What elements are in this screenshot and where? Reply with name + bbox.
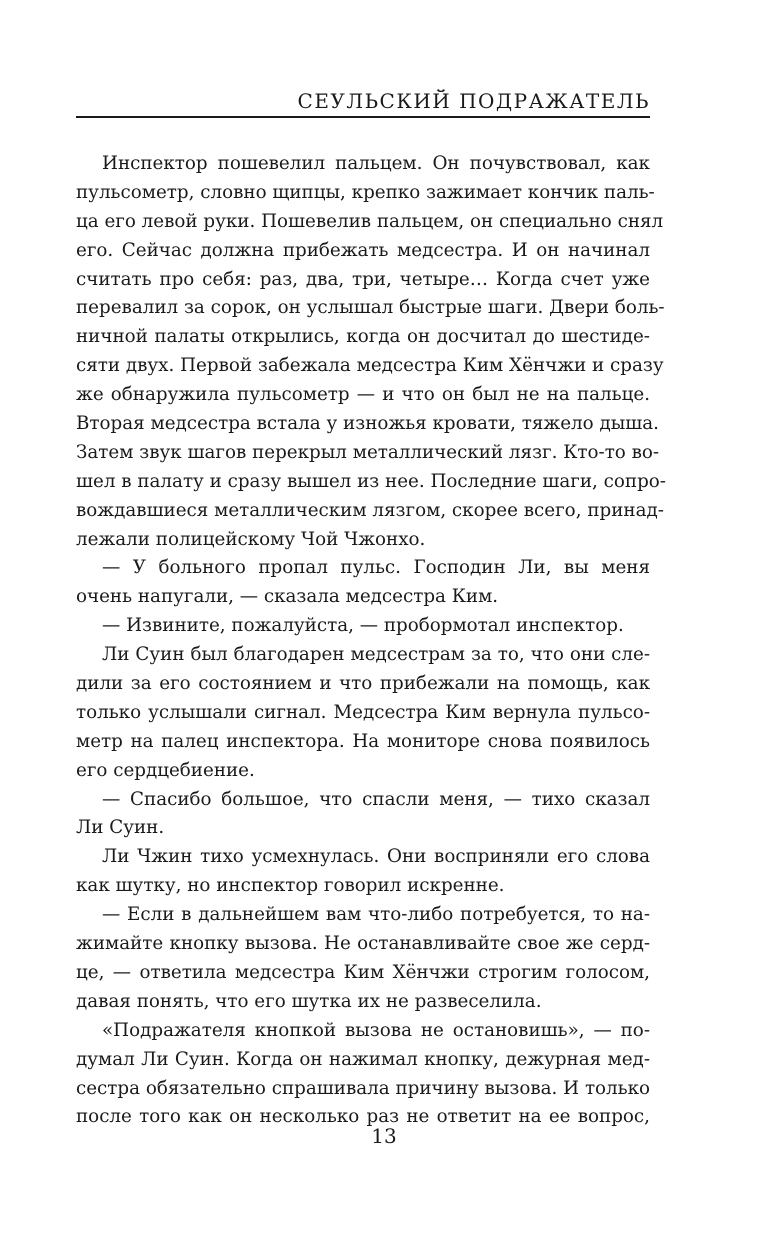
text-line: его. Сейчас должна прибежать медсестра. И он начинал [76, 239, 650, 261]
text-line: Вторая медсестра встала у изножья кровати, тяжело дыша. [76, 413, 659, 435]
text-line: как шутку, но инспектор говорил искренне. [76, 875, 505, 897]
body-text [76, 150, 666, 1132]
text-line: только услышали сигнал. Медсестра Ким вернула пульсо- [76, 701, 650, 723]
text-line: дили за его состоянием и что прибежали на помощь, как [76, 673, 650, 695]
text-line: жимайте кнопку вызова. Не останавливайте свое же серд- [76, 933, 650, 955]
text-line: давая понять, что его шутка их не развеселила. [76, 990, 542, 1012]
text-line: после того как он несколько раз не ответит на ее вопрос, [76, 1106, 650, 1128]
text-line: «Подражателя кнопкой вызова не остановишь», — по- [102, 1019, 650, 1041]
text-line: же обнаружила пульсометр — и что он был не на пальце. [76, 384, 650, 406]
text-line: це, — ответила медсестра Ким Хёнчжи строгим голосом, [76, 961, 650, 983]
text-line: Инспектор пошевелил пальцем. Он почувствовал, как [102, 153, 650, 174]
text-line: сяти двух. Первой забежала медсестра Ким Хёнчжи и сразу [76, 355, 664, 377]
text-line: — Если в дальнейшем вам что-либо потребуется, то на- [102, 904, 650, 926]
text-line: лежали полицейскому Чой Чжонхо. [76, 528, 426, 550]
text-line: Ли Чжин тихо усмехнулась. Они восприняли его слова [102, 846, 650, 868]
text-line: думал Ли Суин. Когда он нажимал кнопку, дежурная мед- [76, 1048, 650, 1070]
text-line: шел в палату и сразу вышел из нее. Последние шаги, сопро- [76, 470, 666, 492]
text-line: вождавшиеся металлическим лязгом, скорее всего, принад- [76, 499, 664, 521]
text-line: перевалил за сорок, он услышал быстрые шаги. Двери боль- [76, 297, 665, 319]
text-line: — У больного пропал пульс. Господин Ли, вы меня [102, 557, 650, 579]
page-number: 13 [371, 1124, 397, 1148]
text-line: Затем звук шагов перекрыл металлический лязг. Кто-то во- [76, 441, 660, 463]
text-line: считать про себя: раз, два, три, четыре… Когда счет уже [76, 268, 650, 290]
text-line: ничной палаты открылись, когда он досчитал до шестиде- [76, 326, 650, 348]
text-line: — Извините, пожалуйста, — пробормотал инспектор. [102, 615, 624, 637]
text-line: — Спасибо большое, что спасли меня, — тихо сказал [102, 788, 650, 810]
text-line: сестра обязательно спрашивала причину вызова. И только [76, 1077, 651, 1099]
text-line: Ли Суин был благодарен медсестрам за то, что они сле- [102, 644, 650, 666]
text-line: метр на палец инспектора. На мониторе снова появилось [76, 730, 650, 752]
text-line: его сердцебиение. [76, 759, 255, 781]
text-line: Ли Суин. [76, 817, 165, 839]
text-line: пульсометр, словно щипцы, крепко зажимает кончик паль- [76, 181, 655, 203]
running-title: СЕУЛЬСКИЙ ПОДРАЖАТЕЛЬ [297, 89, 650, 113]
text-line: очень напугали, — сказала медсестра Ким. [76, 586, 499, 608]
text-line: ца его левой руки. Пошевелив пальцем, он специально снял [76, 210, 664, 232]
page-header [76, 88, 650, 118]
